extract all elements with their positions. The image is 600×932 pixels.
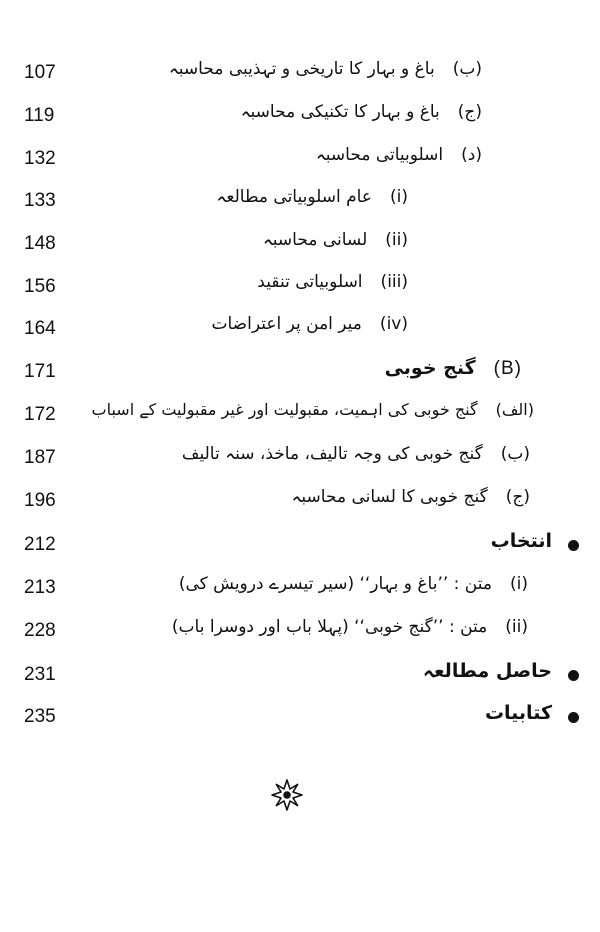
entry-marker: (iii) xyxy=(380,272,408,292)
toc-entry xyxy=(216,186,408,207)
entry-title: میر امن پر اعتراضات xyxy=(211,314,362,334)
page-number: 171 xyxy=(24,361,56,382)
toc-entry xyxy=(172,616,528,637)
entry-title: باغ و بہار کا تکنیکی محاسبہ xyxy=(240,102,440,122)
toc-entry xyxy=(241,101,482,122)
toc-section-heading: کتابیات xyxy=(484,702,552,724)
toc-entry xyxy=(169,58,482,79)
toc-row xyxy=(0,526,600,566)
toc-row xyxy=(0,482,600,522)
bullet-icon xyxy=(568,712,579,723)
page-number: 156 xyxy=(24,276,56,297)
entry-marker: (ii) xyxy=(385,230,408,250)
entry-title: لسانی محاسبہ xyxy=(262,230,368,250)
page-number: 148 xyxy=(24,233,56,254)
entry-title: عام اسلوبیاتی مطالعہ xyxy=(216,187,372,207)
entry-title: متن : ’’باغ و بہار‘‘ (سیر تیسرے درویش کی) xyxy=(178,574,492,594)
toc-row xyxy=(0,140,600,180)
toc-entry xyxy=(179,573,528,594)
page-number: 187 xyxy=(24,447,56,468)
toc-entry xyxy=(257,272,408,292)
entry-marker: (i) xyxy=(389,187,408,207)
toc-row xyxy=(0,439,600,479)
toc-row xyxy=(0,353,600,393)
toc-row xyxy=(0,396,600,436)
entry-title: اسلوبیاتی محاسبہ xyxy=(315,145,444,165)
entry-marker: (ج) xyxy=(457,102,482,122)
entry-title: گنج خوبی کی اہمیت، مقبولیت اور غیر مقبولیت کے اسباب xyxy=(91,400,478,419)
toc-entry xyxy=(316,144,482,165)
toc-row xyxy=(0,310,600,350)
page-number: 132 xyxy=(24,148,56,169)
page-number: 107 xyxy=(24,62,56,83)
entry-marker: (ب) xyxy=(452,59,482,79)
toc-entry xyxy=(211,314,408,334)
page-number: 231 xyxy=(24,664,56,685)
toc-entry xyxy=(291,486,530,507)
toc-row xyxy=(0,268,600,308)
page-number: 228 xyxy=(24,620,56,641)
bullet-icon xyxy=(568,540,579,551)
entry-marker: (B) xyxy=(493,358,522,379)
page-number: 133 xyxy=(24,190,56,211)
entry-marker: (ii) xyxy=(505,617,528,637)
entry-marker: (ج) xyxy=(505,487,530,507)
page-number: 119 xyxy=(24,105,55,126)
entry-title: گنج خوبی کی وجہ تالیف، ماخذ، سنہ تالیف xyxy=(181,444,483,464)
entry-marker: (iv) xyxy=(379,314,408,334)
entry-title: اسلوبیاتی تنقید xyxy=(257,272,363,292)
toc-row xyxy=(0,182,600,222)
toc-row xyxy=(0,698,600,738)
page-number: 235 xyxy=(24,706,56,727)
page-number: 212 xyxy=(24,534,56,555)
entry-marker: (د) xyxy=(461,145,482,165)
toc-row xyxy=(0,656,600,696)
toc-entry xyxy=(92,400,534,419)
toc-entry xyxy=(182,443,530,464)
toc-entry xyxy=(263,229,408,250)
entry-title: گنج خوبی کا لسانی محاسبہ xyxy=(291,487,488,507)
entry-title: متن : ’’گنج خوبی‘‘ (پہلا باب اور دوسرا باب) xyxy=(171,617,488,637)
toc-section-heading: انتخاب xyxy=(490,530,552,552)
toc-section-heading: حاصل مطالعہ xyxy=(422,660,552,682)
entry-title: باغ و بہار کا تاریخی و تہذیبی محاسبہ xyxy=(168,59,435,79)
entry-marker: (ب) xyxy=(500,444,530,464)
page-number: 172 xyxy=(24,404,56,425)
entry-marker: (i) xyxy=(509,574,528,594)
entry-marker: (الف) xyxy=(495,400,534,419)
toc-row xyxy=(0,97,600,137)
toc-row xyxy=(0,225,600,265)
toc-row xyxy=(0,569,600,609)
eight-point-star-icon xyxy=(270,778,304,812)
page-number: 164 xyxy=(24,318,56,339)
toc-section-heading xyxy=(385,357,522,380)
bullet-icon xyxy=(568,670,579,681)
toc-row xyxy=(0,54,600,94)
toc-row xyxy=(0,612,600,652)
page-number: 196 xyxy=(24,490,56,511)
page-number: 213 xyxy=(24,577,56,598)
entry-title: گنج خوبی xyxy=(384,357,476,379)
